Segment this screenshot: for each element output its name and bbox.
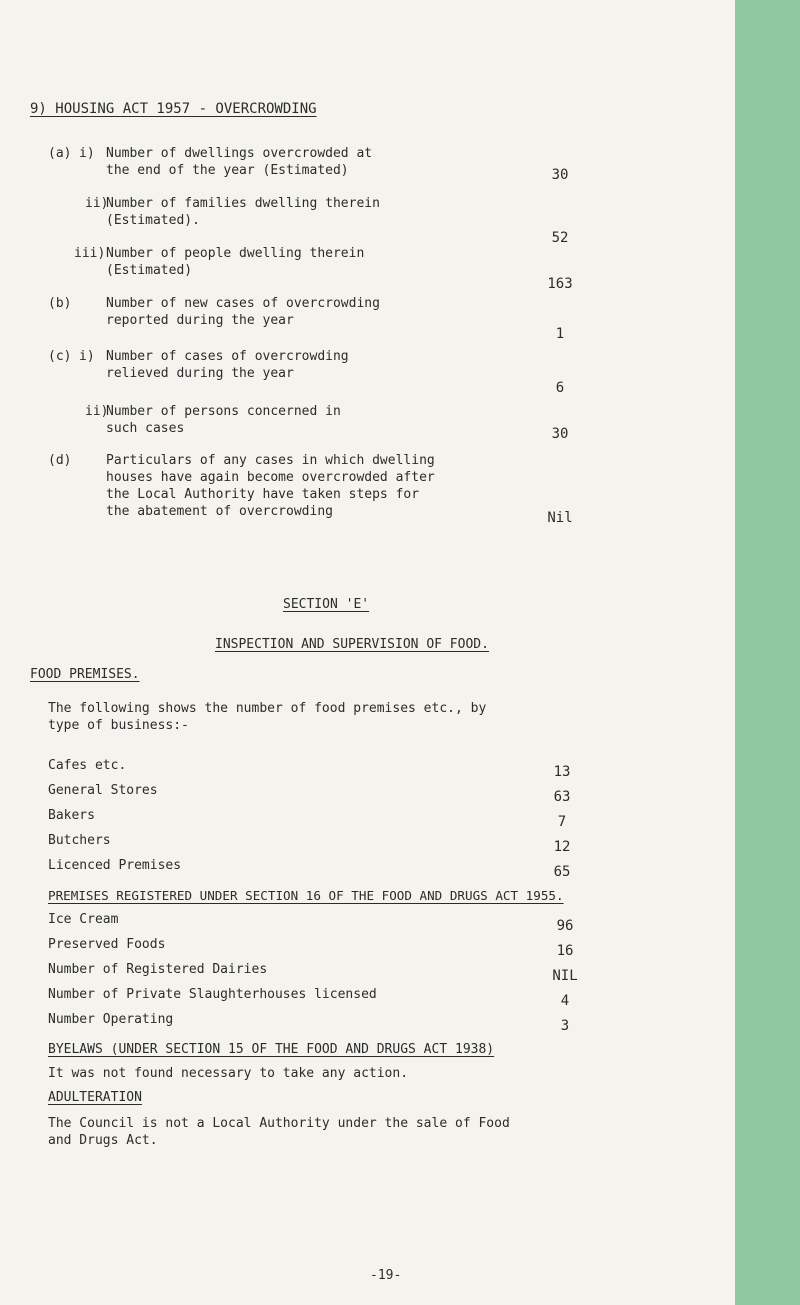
item-a-i-text: the end of the year (Estimated) bbox=[106, 163, 349, 178]
byelaws-text: It was not found necessary to take any action. bbox=[48, 1066, 409, 1081]
registered-value: 3 bbox=[560, 1018, 570, 1034]
item-a-iii-text: (Estimated) bbox=[106, 263, 193, 278]
adulteration-text: The Council is not a Local Authority under the sale of Food bbox=[48, 1116, 510, 1131]
item-b-label: (b) bbox=[48, 296, 72, 311]
item-d-text: the abatement of overcrowding bbox=[106, 504, 333, 519]
item-a-iii-label: iii) bbox=[74, 246, 106, 261]
item-a-iii-text: Number of people dwelling therein bbox=[106, 246, 365, 261]
item-d-text: houses have again become overcrowded after bbox=[106, 470, 435, 485]
premises-value: 7 bbox=[557, 814, 567, 830]
registered-label: Number Operating bbox=[48, 1012, 174, 1027]
registered-value: 16 bbox=[556, 943, 574, 959]
item-c-i-value: 6 bbox=[555, 380, 565, 396]
item-b-text: Number of new cases of overcrowding bbox=[106, 296, 380, 311]
page-number: -19- bbox=[370, 1268, 402, 1283]
item-a-ii-label: ii) bbox=[85, 196, 109, 211]
adulteration-heading: ADULTERATION bbox=[48, 1090, 142, 1105]
item-c-i-text: Number of cases of overcrowding bbox=[106, 349, 349, 364]
premises-label: Licenced Premises bbox=[48, 858, 182, 873]
premises-label: Bakers bbox=[48, 808, 95, 823]
premises-value: 13 bbox=[553, 764, 571, 780]
premises-value: 12 bbox=[553, 839, 571, 855]
registered-value: 96 bbox=[556, 918, 574, 934]
registered-value: 4 bbox=[560, 993, 570, 1009]
item-b-value: 1 bbox=[555, 326, 565, 342]
registered-label: Number of Registered Dairies bbox=[48, 962, 268, 977]
item-a-i-label: i) bbox=[79, 146, 95, 161]
item-a-i-text: Number of dwellings overcrowded at bbox=[106, 146, 373, 161]
premises-label: Cafes etc. bbox=[48, 758, 127, 773]
item-b-text: reported during the year bbox=[106, 313, 294, 328]
food-premises-heading: FOOD PREMISES. bbox=[30, 667, 140, 682]
section-e-title: SECTION 'E' bbox=[283, 597, 370, 612]
registered-value: NIL bbox=[552, 968, 578, 984]
registered-label: Number of Private Slaughterhouses licensed bbox=[48, 987, 377, 1002]
item-d-label: (d) bbox=[48, 453, 72, 468]
registered-label: Ice Cream bbox=[48, 912, 119, 927]
premises-label: Butchers bbox=[48, 833, 111, 848]
byelaws-heading: BYELAWS (UNDER SECTION 15 OF THE FOOD AND DRUGS ACT 1938) bbox=[48, 1042, 495, 1057]
item-a-ii-text: Number of families dwelling therein bbox=[106, 196, 380, 211]
housing-heading: 9) HOUSING ACT 1957 - OVERCROWDING bbox=[30, 101, 317, 117]
registered-premises-heading: PREMISES REGISTERED UNDER SECTION 16 OF THE FOOD AND DRUGS ACT 1955. bbox=[48, 888, 564, 903]
food-premises-intro: The following shows the number of food premises etc., by bbox=[48, 701, 487, 716]
item-a-iii-value: 163 bbox=[547, 276, 573, 292]
section-e-subtitle: INSPECTION AND SUPERVISION OF FOOD. bbox=[215, 637, 489, 652]
item-a-ii-text: (Estimated). bbox=[106, 213, 200, 228]
adulteration-text: and Drugs Act. bbox=[48, 1133, 158, 1148]
item-a-i-value: 30 bbox=[551, 167, 569, 183]
item-c-ii-text: such cases bbox=[106, 421, 185, 436]
premises-value: 65 bbox=[553, 864, 571, 880]
item-d-text: the Local Authority have taken steps for bbox=[106, 487, 420, 502]
item-c-ii-text: Number of persons concerned in bbox=[106, 404, 341, 419]
item-c-i-label: i) bbox=[79, 349, 95, 364]
item-d-value: Nil bbox=[547, 510, 573, 526]
item-c-ii-label: ii) bbox=[85, 404, 109, 419]
premises-label: General Stores bbox=[48, 783, 158, 798]
item-c-i-text: relieved during the year bbox=[106, 366, 294, 381]
food-premises-intro: type of business:- bbox=[48, 718, 189, 733]
registered-label: Preserved Foods bbox=[48, 937, 166, 952]
item-d-text: Particulars of any cases in which dwelling bbox=[106, 453, 435, 468]
item-a-ii-value: 52 bbox=[551, 230, 569, 246]
item-a-label: (a) bbox=[48, 146, 72, 161]
item-c-ii-value: 30 bbox=[551, 426, 569, 442]
premises-value: 63 bbox=[553, 789, 571, 805]
item-c-label: (c) bbox=[48, 349, 72, 364]
